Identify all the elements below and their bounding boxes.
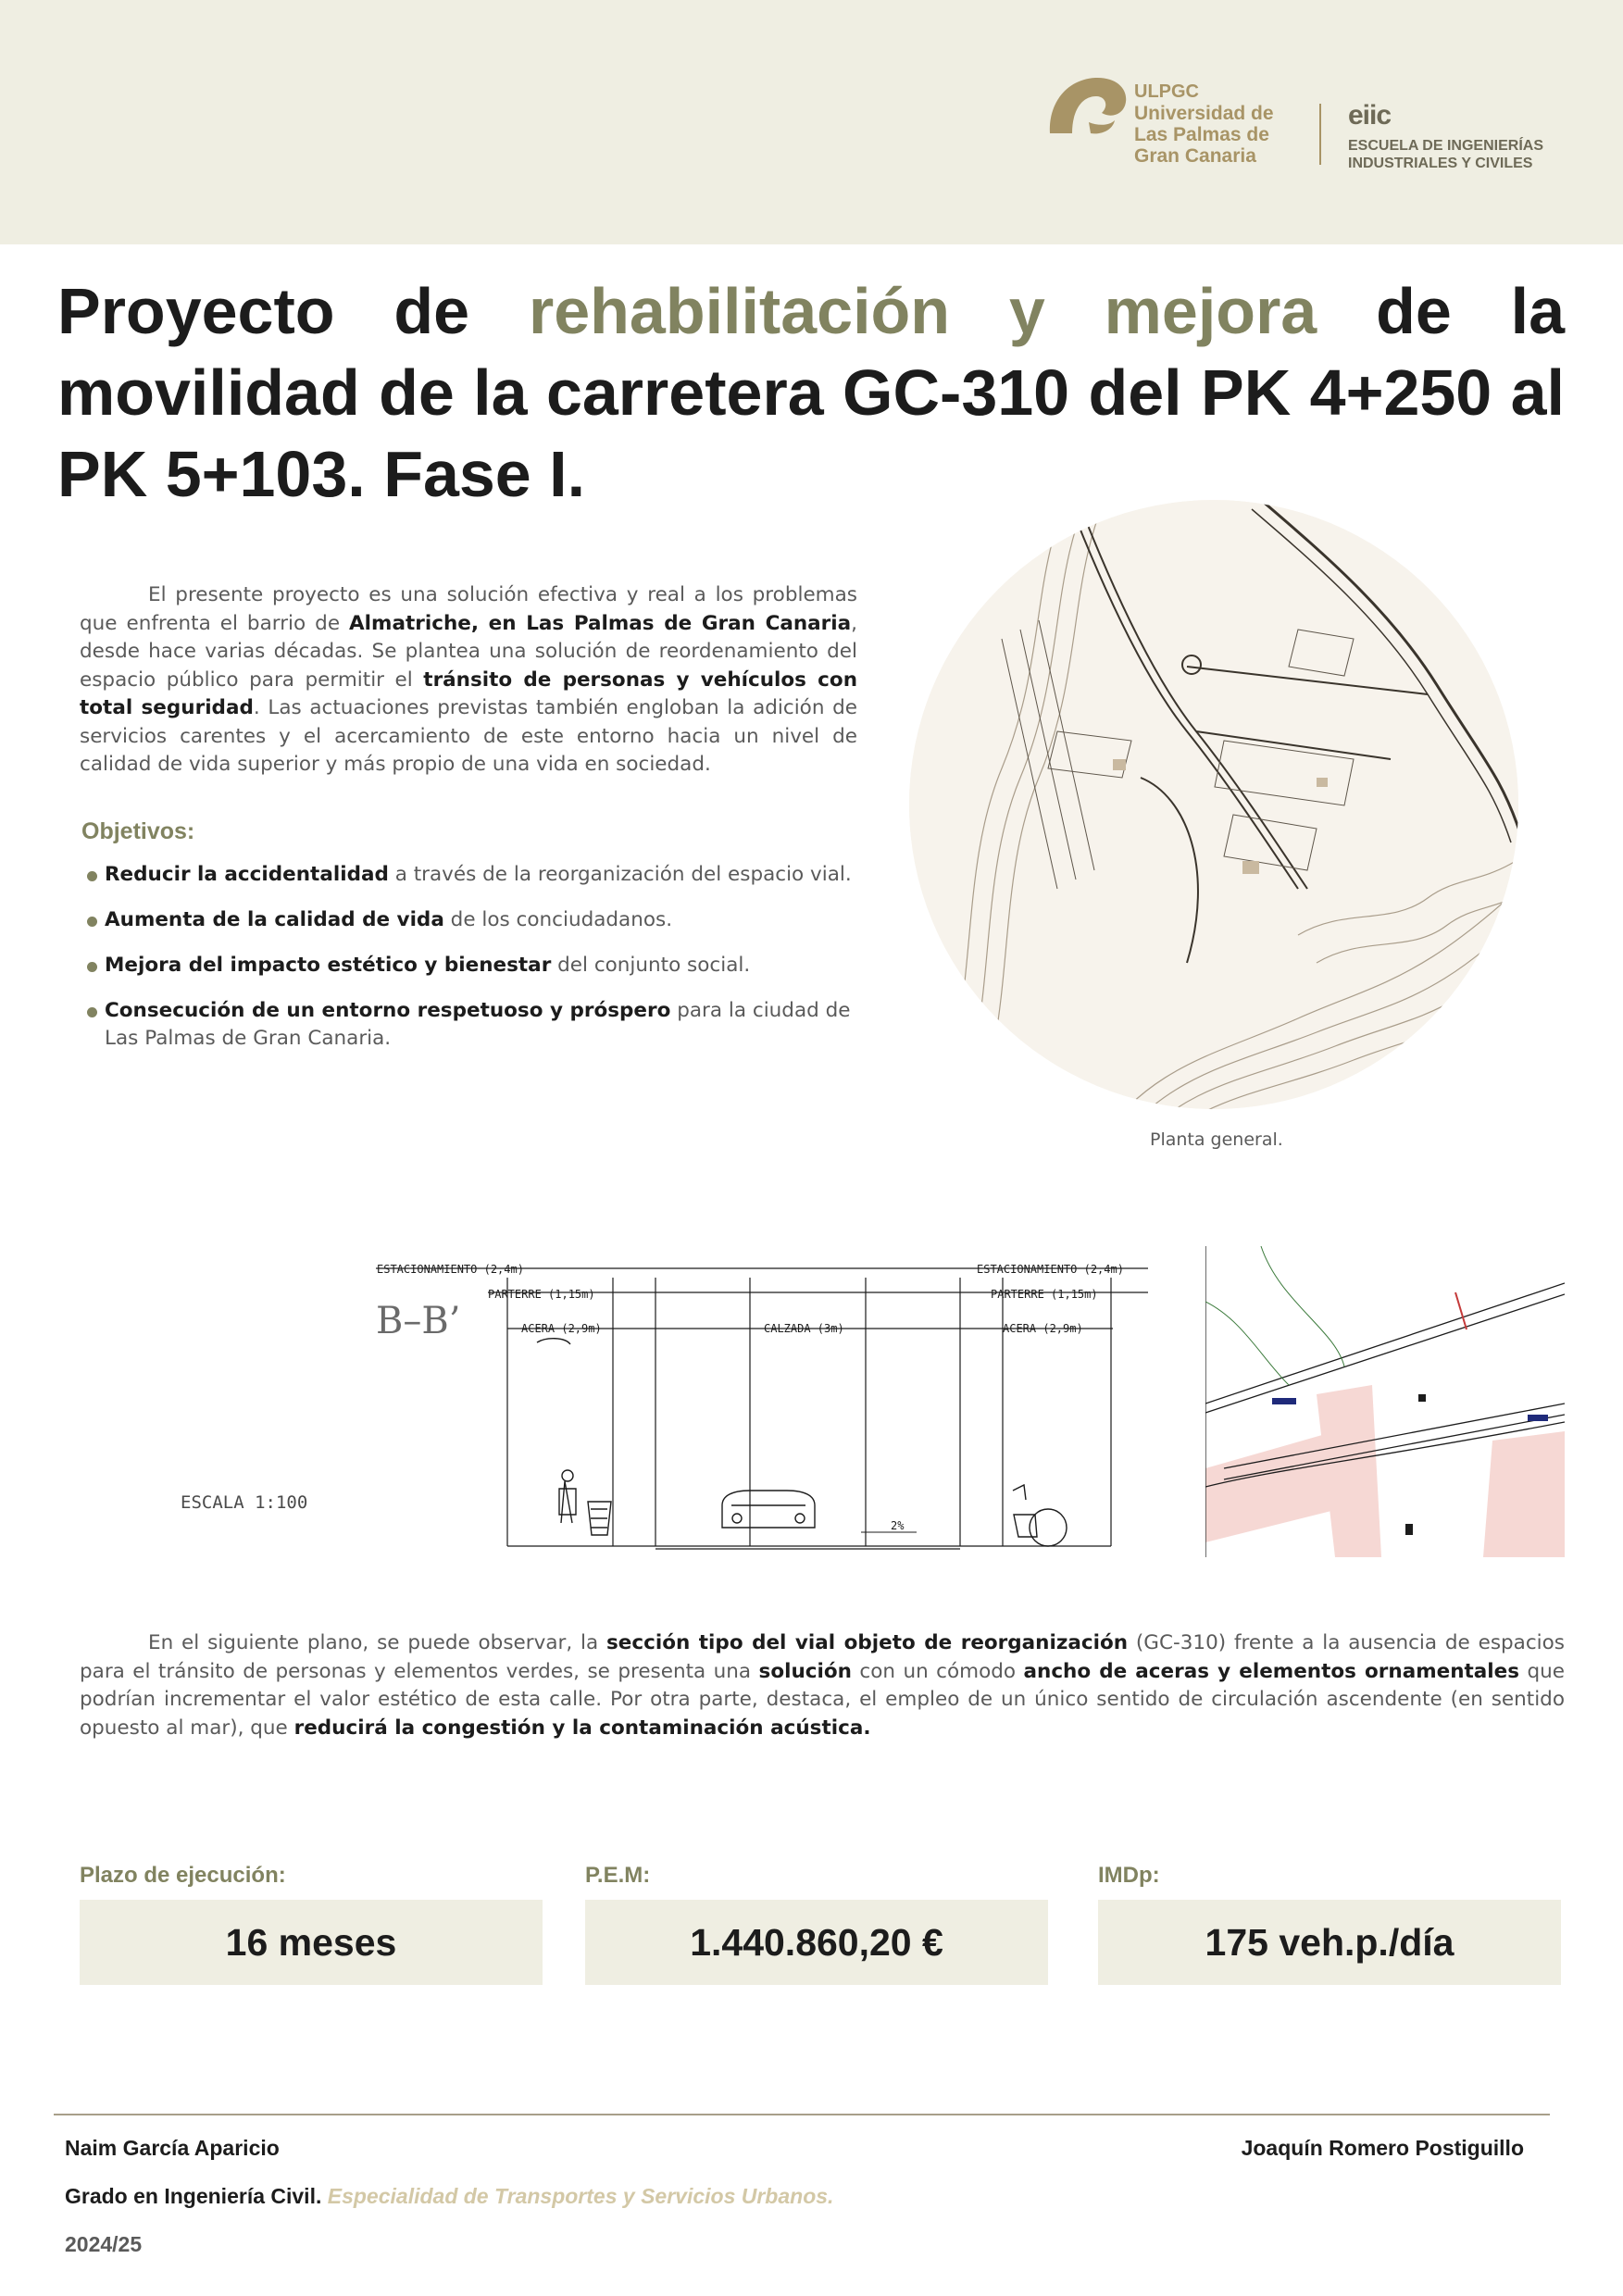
ulpgc-logo[interactable] — [1044, 63, 1299, 174]
objective-item — [86, 861, 882, 889]
p2-text-3: con un cómodo — [851, 1659, 1024, 1683]
objective-text: a través de la reorganización del espacio vial. — [388, 863, 852, 886]
plan-inset-drawing — [1205, 1246, 1565, 1557]
ulpgc-acronym: ULPGC — [1134, 81, 1199, 102]
objective-text: para la ciudad de Las Palmas de Gran Canaria. — [105, 999, 851, 1050]
objective-item — [86, 906, 882, 934]
intro-paragraph — [80, 581, 857, 780]
cross-section-svg — [157, 1241, 1157, 1560]
plan-inset[interactable] — [1205, 1246, 1565, 1557]
section-description — [80, 1629, 1565, 1742]
p2-text-4: que podrían incrementar el valor estético de esta calle. Por otra parte, destaca, el empleo de un único sentido de circulación ascendente (en sentido opuesto al mar), que — [80, 1659, 1565, 1740]
stat-label-budget: P.E.M: — [585, 1863, 651, 1888]
objectives-list — [86, 861, 882, 1070]
section-label: B–B’ — [376, 1300, 461, 1342]
eiic-line-2: INDUSTRIALES Y CIVILES — [1348, 156, 1533, 171]
p2-text-1: En el siguiente plano, se puede observar, la — [148, 1631, 606, 1654]
degree-name: Grado en Ingeniería Civil. — [65, 2184, 322, 2208]
dim-sidewalk-left: ACERA (2,9m) — [521, 1322, 602, 1335]
footer-year: 2024/25 — [65, 2232, 143, 2256]
stat-label-traffic: IMDp: — [1098, 1863, 1160, 1888]
slope-label: 2% — [891, 1519, 905, 1532]
objective-bold: Reducir la accidentalidad — [105, 863, 389, 886]
dim-parterre-left: PARTERRE (1,15m) — [488, 1288, 595, 1301]
dim-sidewalk-right: ACERA (2,9m) — [1003, 1322, 1083, 1335]
intro-bold-1: Almatriche, en Las Palmas de Gran Canaria — [349, 611, 852, 635]
dim-parterre-right: PARTERRE (1,15m) — [991, 1288, 1098, 1301]
stat-value-traffic: 175 veh.p./día — [1098, 1900, 1561, 1985]
eiic-logo[interactable] — [1348, 102, 1543, 172]
p2-bold-2: solución — [758, 1659, 852, 1683]
objectives-title: Objetivos: — [81, 818, 195, 844]
objective-bold: Mejora del impacto estético y bienestar — [105, 954, 552, 977]
cross-section-drawing[interactable] — [157, 1241, 1157, 1560]
ulpgc-line-3: Gran Canaria — [1134, 145, 1256, 167]
intro-text-2: , desde hace varias décadas. Se plantea una solución de reordenamiento del espacio público para permitir el — [80, 611, 857, 692]
site-plan-drawing — [909, 500, 1518, 1109]
objective-item — [86, 952, 882, 980]
header-band — [0, 0, 1623, 244]
objective-item — [86, 997, 882, 1053]
dim-roadway: CALZADA (3m) — [764, 1322, 844, 1335]
stat-value-duration: 16 meses — [80, 1900, 543, 1985]
scale-label: ESCALA 1:100 — [181, 1492, 308, 1513]
title-part-1: Proyecto de — [57, 275, 529, 347]
stat-label-duration: Plazo de ejecución: — [80, 1863, 286, 1888]
map-caption: Planta general. — [1150, 1129, 1283, 1150]
eiic-mark: eiic — [1348, 100, 1392, 131]
p2-text-2: (GC-310) frente a la ausencia de espacios para el tránsito de personas y elementos verdes, se presenta una — [80, 1631, 1565, 1683]
ulpgc-line-2: Las Palmas de — [1134, 124, 1269, 145]
logo-divider — [1319, 104, 1321, 165]
stat-value-budget: 1.440.860,20 € — [585, 1900, 1048, 1985]
footer-divider — [54, 2114, 1550, 2115]
eiic-line-1: ESCUELA DE INGENIERÍAS — [1348, 138, 1543, 154]
ulpgc-line-1: Universidad de — [1134, 103, 1274, 124]
eiic-wordmark — [1348, 137, 1543, 172]
title-part-2: de la movilidad de la carretera GC-310 del PK 4+250 al PK 5+103. Fase I. — [57, 275, 1566, 510]
page-title — [57, 270, 1565, 515]
title-highlight: rehabilitación y mejora — [528, 275, 1317, 347]
intro-bold-2: tránsito de personas y vehículos con total seguridad — [80, 668, 857, 719]
ulpgc-wordmark — [1134, 81, 1274, 167]
dim-parking-right: ESTACIONAMIENTO (2,4m) — [977, 1263, 1124, 1276]
footer-author: Naim García Aparicio — [65, 2136, 280, 2160]
ulpgc-emblem-icon — [1044, 69, 1130, 143]
objective-text: de los conciudadanos. — [443, 908, 673, 931]
degree-specialty: Especialidad de Transportes y Servicios Urbanos. — [327, 2184, 834, 2208]
site-plan-map[interactable] — [909, 500, 1518, 1109]
dim-parking-left: ESTACIONAMIENTO (2,4m) — [377, 1263, 524, 1276]
intro-text-1: El presente proyecto es una solución efectiva y real a los problemas que enfrenta el barrio de — [80, 583, 857, 635]
footer-degree — [65, 2184, 833, 2209]
intro-text-3: . Las actuaciones previstas también engloban la adición de servicios carentes y el acercamiento de este entorno hacia un nivel de calidad de vida superior y más propio de una vida en sociedad. — [80, 696, 857, 776]
p2-bold-1: sección tipo del vial objeto de reorganización — [606, 1631, 1129, 1654]
p2-bold-4: reducirá la congestión y la contaminación acústica. — [293, 1716, 871, 1740]
p2-bold-3: ancho de aceras y elementos ornamentales — [1023, 1659, 1520, 1683]
objective-text: del conjunto social. — [551, 954, 751, 977]
objective-bold: Aumenta de la calidad de vida — [105, 908, 444, 931]
objective-bold: Consecución de un entorno respetuoso y próspero — [105, 999, 671, 1022]
footer-tutor: Joaquín Romero Postiguillo — [1241, 2136, 1524, 2160]
